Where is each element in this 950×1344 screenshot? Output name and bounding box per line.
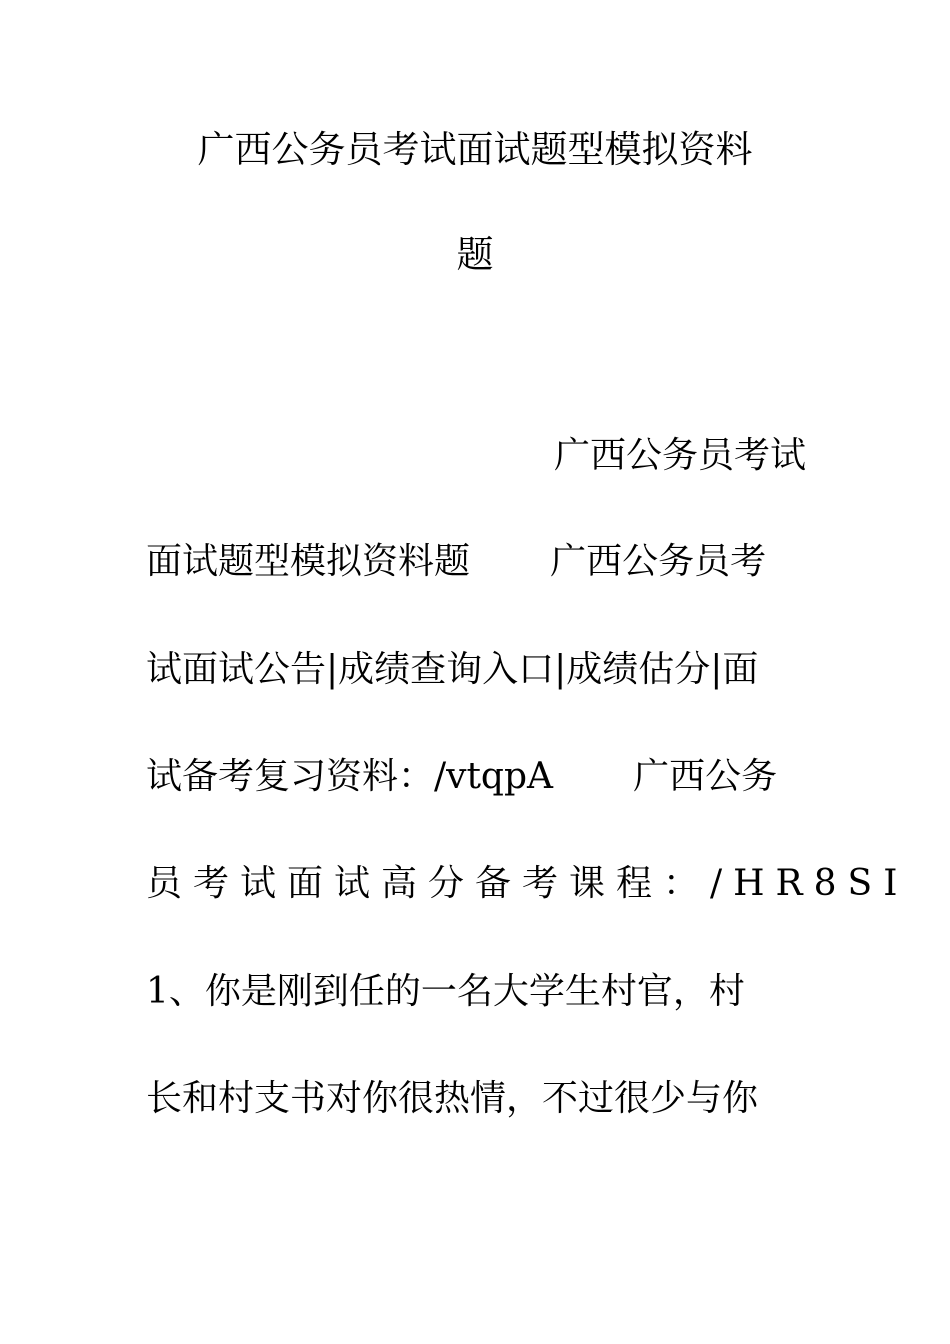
document-title-line-2: 题: [456, 233, 494, 276]
document-title-line-1: 广西公务员考试面试题型模拟资料: [197, 128, 753, 171]
body-line-3: 试面试公告|成绩查询入口|成绩估分|面: [146, 649, 759, 690]
body-line-7: 长和村支书对你很热情，不过很少与你: [146, 1078, 759, 1119]
body-line-2: 面试题型模拟资料题 广西公务员考: [146, 541, 767, 582]
body-line-5-text: 员考试面试高分备考课程：/HR8SI: [146, 863, 909, 904]
body-line-5: [146, 862, 909, 906]
body-line-1: 广西公务员考试: [553, 435, 806, 476]
body-line-4: 试备考复习资料：/vtqpA 广西公务: [146, 756, 778, 797]
body-line-6: 1、你是刚到任的一名大学生村官，村: [146, 971, 745, 1012]
